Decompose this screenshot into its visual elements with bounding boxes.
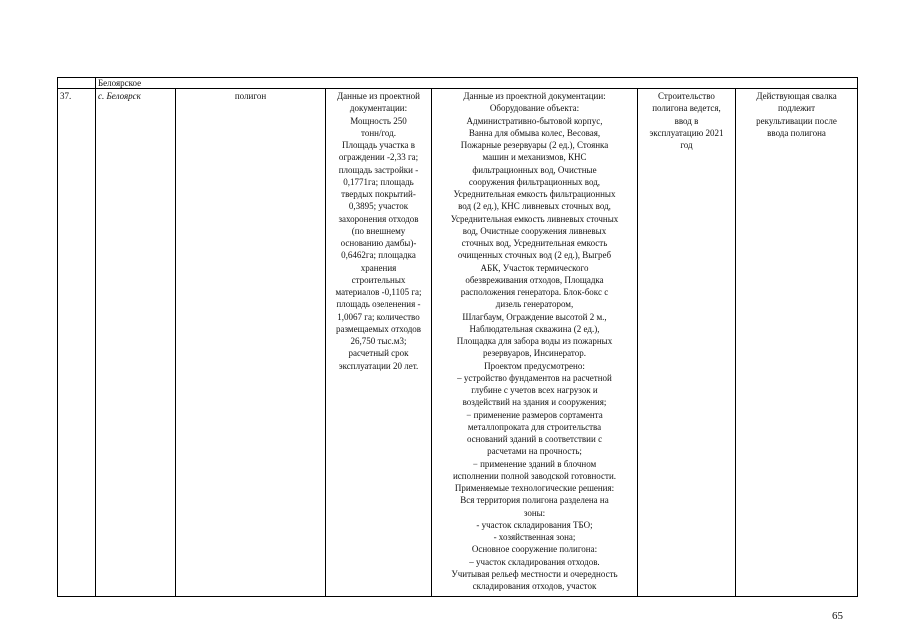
description-line: вод, Очистные сооружения ливневых bbox=[462, 225, 607, 236]
description-line: – устройство фундаментов на расчетной bbox=[457, 372, 612, 383]
note-line: рекультивации после bbox=[756, 115, 837, 126]
description-line: дизель генератором, bbox=[495, 299, 574, 310]
note-line: ввода полигона bbox=[767, 127, 826, 138]
description-line: глубине с учетов всех нагрузок и bbox=[471, 385, 598, 395]
status-cell bbox=[638, 89, 736, 597]
description-line: расчетами на прочность; bbox=[487, 446, 582, 457]
row-number-cell bbox=[58, 89, 96, 597]
status-line: Строительство bbox=[658, 91, 715, 101]
parameters-line: площадь застройки - bbox=[338, 164, 419, 175]
parameters-line: Площадь участка в bbox=[341, 140, 416, 150]
description-line: Учитывая рельеф местности и очередность bbox=[451, 568, 618, 579]
description-line: машин и механизмов, КНС bbox=[482, 152, 587, 163]
description-line: Наблюдательная скважина (2 ед.), bbox=[469, 323, 600, 334]
status-line: год bbox=[680, 140, 693, 150]
status-line: ввод в bbox=[674, 115, 699, 126]
parameters-line: размещаемых отходов bbox=[335, 323, 422, 334]
parameters-line: хранения bbox=[360, 262, 397, 273]
parameters-line: документации: bbox=[349, 103, 408, 114]
locality-name: с. Белоярск bbox=[98, 91, 141, 101]
description-line: АБК, Участок термического bbox=[480, 262, 589, 273]
description-cell bbox=[432, 89, 638, 597]
description-line: - участок складирования ТБО; bbox=[476, 519, 593, 530]
parameters-line: Мощность 250 bbox=[350, 115, 407, 126]
description-line: Проектом предусмотрено: bbox=[484, 360, 585, 371]
parameters-line: тонн/год. bbox=[361, 127, 396, 138]
parameters-line: 26,750 тыс.м3; bbox=[350, 336, 407, 346]
parameters-line: площадь озеленения - bbox=[336, 299, 421, 310]
region-row bbox=[58, 78, 858, 89]
note-line: подлежит bbox=[777, 103, 816, 114]
note-line: Действующая свалка bbox=[756, 91, 837, 101]
description-line: зоны: bbox=[523, 507, 546, 518]
description-line: очищенных сточных вод (2 ед.), Выгреб bbox=[457, 250, 612, 261]
locality-cell bbox=[96, 89, 176, 597]
description-line: складирования отходов, участок bbox=[472, 581, 597, 591]
description-line: Площадка для забора воды из пожарных bbox=[456, 336, 613, 346]
row-number: 37. bbox=[60, 91, 72, 101]
status-line: эксплуатацию 2021 bbox=[649, 127, 724, 138]
parameters-line: твердых покрытий- bbox=[341, 189, 416, 199]
description-line: Шлагбаум, Ограждение высотой 2 м., bbox=[462, 311, 607, 322]
note-text bbox=[738, 90, 855, 139]
description-line: воздействий на здания и сооружения; bbox=[462, 397, 607, 408]
region-name-cell bbox=[96, 78, 858, 89]
description-line: фильтрационных вод, Очистные bbox=[472, 164, 597, 175]
region-empty-cell bbox=[58, 78, 96, 89]
description-line: − применение зданий в блочном bbox=[472, 458, 597, 469]
description-line: резервуаров, Инсинератор. bbox=[483, 348, 586, 359]
status-text bbox=[640, 90, 733, 151]
parameters-line: основанию дамбы)- bbox=[340, 238, 417, 248]
description-line: металлопроката для строительства bbox=[467, 421, 602, 432]
description-line: сточных вод, Усреднительная емкость bbox=[461, 238, 608, 248]
description-line: оснований зданий в соответствии с bbox=[466, 434, 603, 444]
page-number: 65 bbox=[832, 610, 843, 622]
parameters-text bbox=[328, 90, 429, 372]
description-line: Данные из проектной документации: bbox=[463, 91, 606, 101]
parameters-line: 0,3895; участок bbox=[348, 201, 409, 212]
table-row bbox=[58, 89, 858, 597]
description-line: обезвреживания отходов, Площадка bbox=[465, 274, 604, 285]
parameters-line: Данные из проектной bbox=[337, 91, 420, 101]
status-line: полигона ведется, bbox=[652, 103, 721, 114]
description-line: вод (2 ед.), КНС ливневых сточных вод, bbox=[458, 201, 611, 212]
parameters-line: строительных bbox=[351, 274, 406, 285]
description-line: – участок складирования отходов. bbox=[469, 556, 600, 567]
description-line: - хозяйственная зона; bbox=[493, 532, 576, 542]
description-line: Вся территория полигона разделена на bbox=[460, 495, 609, 506]
description-line: Усреднительная емкость ливневых сточных bbox=[450, 213, 619, 224]
description-line: расположения генератора. Блок-бокс с bbox=[460, 287, 609, 297]
description-line: Применяемые технологические решения: bbox=[454, 483, 615, 493]
parameters-line: (по внешнему bbox=[351, 225, 406, 236]
description-line: Оборудование объекта: bbox=[489, 103, 580, 114]
description-line: сооружения фильтрационных вод, bbox=[468, 176, 601, 187]
parameters-line: 0,6462га; площадка bbox=[341, 250, 416, 261]
description-line: Ванна для обмыва колес, Весовая, bbox=[468, 127, 601, 138]
description-line: Пожарные резервуары (2 ед.), Стоянка bbox=[460, 140, 609, 150]
description-line: Основное сооружение полигона: bbox=[471, 544, 598, 555]
parameters-line: материалов -0,1105 га; bbox=[335, 287, 422, 297]
parameters-line: 1,0067 га; количество bbox=[337, 311, 420, 322]
landfill-table bbox=[57, 77, 858, 597]
description-line: Усреднительная емкость фильтрационных bbox=[453, 189, 616, 199]
parameters-line: 0,1771га; площадь bbox=[343, 176, 414, 187]
parameters-cell bbox=[326, 89, 432, 597]
parameters-line: эксплуатации 20 лет. bbox=[338, 360, 419, 371]
parameters-line: ограждении -2,33 га; bbox=[338, 152, 419, 163]
note-cell bbox=[736, 89, 858, 597]
description-line: Административно-бытовой корпус, bbox=[466, 115, 603, 126]
description-line: исполнении полной заводской готовности. bbox=[452, 470, 617, 481]
description-line: − применение размеров сортамента bbox=[466, 409, 603, 420]
region-name: Белоярское bbox=[98, 78, 142, 88]
description-text bbox=[434, 90, 635, 592]
parameters-line: захоронения отходов bbox=[338, 213, 419, 224]
object-type-cell bbox=[176, 89, 326, 597]
object-type: полигон bbox=[234, 91, 267, 101]
parameters-line: расчетный срок bbox=[348, 348, 409, 359]
